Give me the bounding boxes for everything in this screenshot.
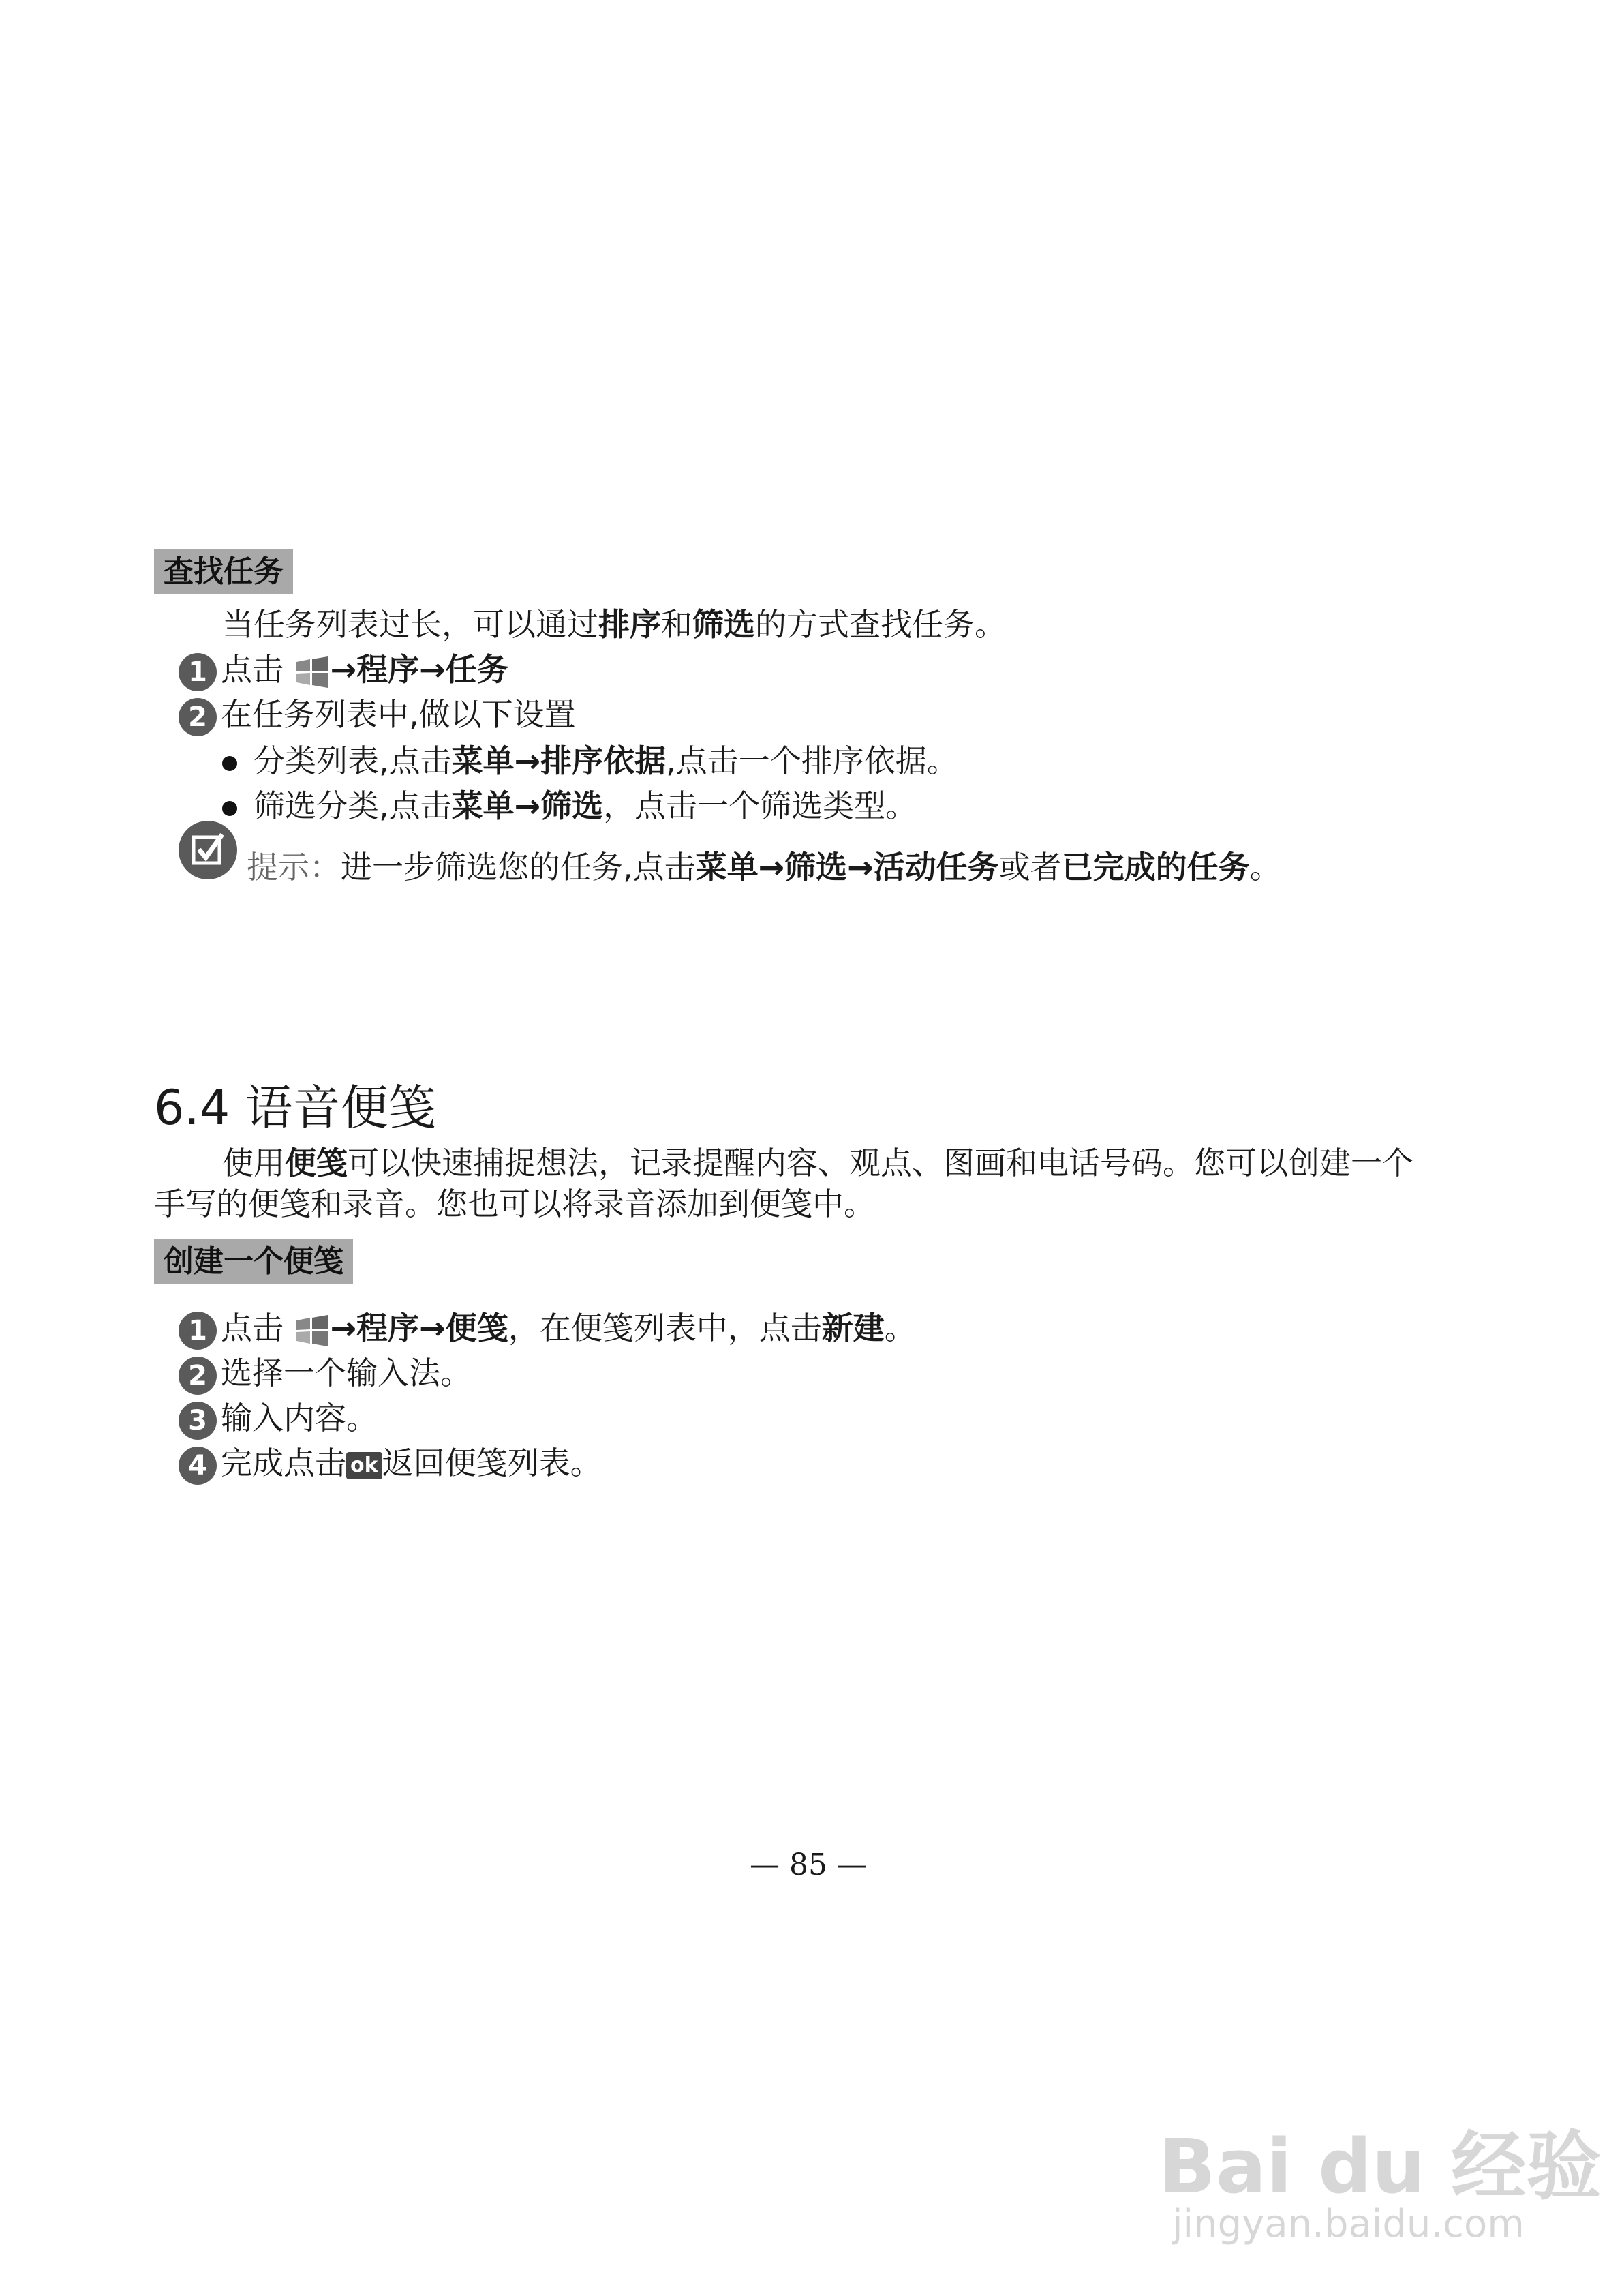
bullet-dot-icon [222, 756, 237, 771]
watermark-url: jingyan.baidu.com [1172, 2202, 1525, 2246]
section-tag-find-tasks: 查找任务 [154, 549, 293, 594]
step-number-badge: 2 [179, 698, 217, 736]
find-step-2: 2 在任务列表中,做以下设置 [179, 694, 576, 736]
bullet-sort: 分类列表,点击菜单→排序依据,点击一个排序依据。 [222, 740, 958, 781]
watermark-brand: Bai du 经验 [1159, 2123, 1602, 2210]
note-step-1: 1 点击 →程序→便笺，在便笺列表中，点击新建。 [179, 1308, 916, 1350]
bullet-dot-icon [222, 801, 237, 816]
find-tasks-intro: 当任务列表过长，可以通过排序和筛选的方式查找任务。 [222, 606, 1006, 643]
step-number-badge: 4 [179, 1447, 217, 1485]
section-heading-voice-notes: 6.4 语音便笺 [154, 1080, 436, 1136]
note-step-3: 3 输入内容。 [179, 1398, 378, 1440]
step-number-badge: 1 [179, 1312, 217, 1350]
notes-intro-line-1: 使用便笺可以快速捕捉想法，记录提醒内容、观点、图画和电话号码。您可以创建一个 [222, 1145, 1413, 1181]
find-step-1: 1 点击 →程序→任务 [179, 649, 508, 691]
page-number: — 85 — [750, 1847, 867, 1882]
ok-button-icon: ok [346, 1452, 382, 1479]
hint-checkbox-icon [179, 821, 237, 879]
windows-start-icon [294, 1315, 331, 1346]
hint-text: 提示：进一步筛选您的任务,点击菜单→筛选→活动任务或者已完成的任务。 [247, 849, 1281, 886]
note-step-4: 4 完成点击 ok 返回便笺列表。 [179, 1442, 602, 1485]
note-step-2: 2 选择一个输入法。 [179, 1353, 472, 1395]
bullet-filter: 筛选分类,点击菜单→筛选，点击一个筛选类型。 [222, 785, 917, 826]
step-number-badge: 2 [179, 1357, 217, 1395]
windows-start-icon [294, 656, 331, 688]
step-number-badge: 3 [179, 1402, 217, 1440]
section-tag-create-note: 创建一个便笺 [154, 1239, 353, 1284]
step-number-badge: 1 [179, 653, 217, 691]
notes-intro-line-2: 手写的便笺和录音。您也可以将录音添加到便笺中。 [154, 1185, 875, 1222]
